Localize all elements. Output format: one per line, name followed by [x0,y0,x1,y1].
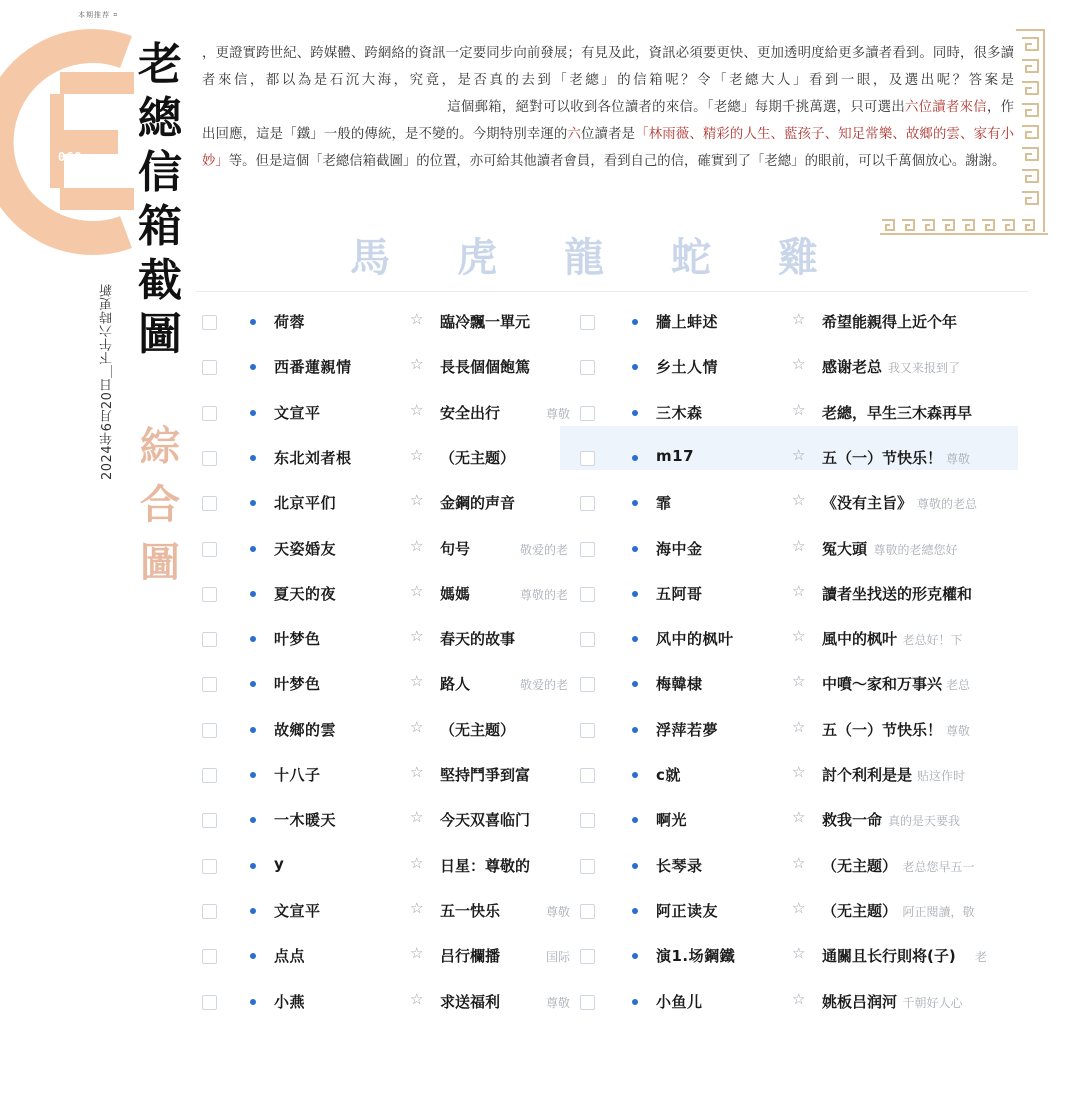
mail-subject: 堅持鬥爭到富 [440,766,531,784]
sender-name: 浮萍若夢 [656,720,719,739]
star-icon[interactable]: ☆ [792,627,806,646]
mail-row[interactable] [196,393,1028,438]
sender-name: 夏天的夜 [274,584,337,603]
mail-subject: 五（一）节快乐！ [822,448,943,467]
star-icon[interactable]: ☆ [792,581,806,600]
star-icon[interactable]: ☆ [792,808,806,827]
mail-subject: 《没有主旨》 [822,494,913,513]
unread-dot-icon [250,636,256,642]
unread-dot-icon [250,319,256,325]
mail-preview: 阿正閱讀，敬 [902,904,975,919]
row-checkbox[interactable] [580,451,595,466]
row-checkbox[interactable] [580,949,595,964]
star-icon[interactable]: ☆ [410,310,424,328]
mail-row[interactable] [196,438,1028,483]
mail-subject: 讀者坐找送的形克權和 [822,584,973,603]
star-icon[interactable]: ☆ [792,763,806,781]
mail-row[interactable] [196,710,1028,755]
subtitle-char: 綜 [140,423,180,470]
intro-paragraph [202,40,1014,175]
row-checkbox[interactable] [580,542,595,557]
unread-dot-icon [250,681,256,687]
unread-dot-icon [632,727,638,733]
mail-subject: 姚板吕润河 [822,992,898,1011]
sender-name: 文宣平 [274,901,321,920]
row-checkbox[interactable] [580,632,595,647]
mail-preview: 我又来报到了 [888,361,961,376]
title-char: 截 [138,255,182,306]
vertical-title [136,38,184,362]
mail-subject: 吕行欄播 [440,947,501,966]
subtitle-char: 圖 [140,539,180,586]
row-checkbox[interactable] [202,904,217,919]
star-icon[interactable]: ☆ [410,536,424,555]
list-fade-edge [1018,292,1038,1012]
row-checkbox[interactable] [202,587,217,602]
unread-dot-icon [250,500,256,506]
mail-preview: 老 [975,950,988,965]
zodiac-banner [350,228,820,280]
row-checkbox[interactable] [202,813,217,828]
sender-name: 北京平们 [274,494,337,513]
star-icon[interactable]: ☆ [410,763,424,781]
star-icon[interactable]: ☆ [410,672,424,691]
unread-dot-icon [632,364,638,370]
mail-preview: 贴这作时 [917,769,966,783]
sender-name: 阿正读友 [656,901,719,920]
star-icon[interactable]: ☆ [792,491,806,510]
star-icon[interactable]: ☆ [410,898,424,917]
row-checkbox[interactable] [202,859,217,874]
unread-dot-icon [250,727,256,733]
vertical-subtitle [136,418,184,592]
mail-subject: 救我一命 [822,811,883,830]
star-icon[interactable]: ☆ [410,445,424,464]
unread-dot-icon [250,364,256,370]
zodiac-char: 龍 [564,233,606,281]
unread-dot-icon [632,500,638,506]
mail-row[interactable] [196,936,1028,981]
mail-preview: 尊敬 [546,995,571,1010]
row-checkbox[interactable] [580,587,595,602]
row-checkbox[interactable] [580,677,595,692]
sender-name: 海中金 [656,539,703,558]
mail-row[interactable] [196,982,1028,1027]
unread-dot-icon [632,455,638,461]
unread-dot-icon [250,546,256,552]
sender-name: 演1.场鋼鐵 [656,947,736,966]
star-icon[interactable]: ☆ [410,355,424,374]
unread-dot-icon [250,863,256,869]
row-checkbox[interactable] [202,768,217,783]
unread-dot-icon [250,591,256,597]
sender-name: c就 [656,766,681,784]
sender-name: 梅韓棣 [656,675,703,694]
star-icon[interactable]: ☆ [410,581,424,600]
sender-name: 一木暖天 [274,811,337,830]
row-checkbox[interactable] [202,949,217,964]
row-checkbox[interactable] [202,723,217,738]
mail-row[interactable] [196,891,1028,936]
star-icon[interactable]: ☆ [792,400,806,419]
sender-name: 荷蓉 [274,313,306,331]
sender-name: 点点 [274,947,306,966]
mail-preview: 尊敬 [946,451,971,466]
mail-preview: 老总您早五一 [902,859,975,874]
row-checkbox[interactable] [580,995,595,1010]
unread-dot-icon [632,319,638,325]
star-icon[interactable]: ☆ [792,989,806,1008]
intro-text: ，更證實跨世紀、跨媒體、跨網絡的資訊一定要同步向前發展；有見及此，資訊必須要更快、更加透明度給更多讀者看到。同時，很多讀者來信，都以為是石沉大海，究竟，是否真的去到「老總」的信箱呢？令「老總大人」看到一眼，及選出呢？答案是 [202,46,1014,88]
mail-row[interactable] [196,800,1028,845]
sender-name: 五阿哥 [656,584,703,603]
row-checkbox[interactable] [202,451,217,466]
unread-dot-icon [632,817,638,823]
mail-preview: 尊敬 [546,406,571,421]
sender-name: 牆上蚌述 [656,313,719,331]
zodiac-char: 虎 [457,233,499,281]
zodiac-char: 蛇 [671,233,713,281]
row-checkbox[interactable] [580,768,595,783]
row-checkbox[interactable] [202,406,217,421]
issue-number: 069 [58,150,83,164]
sender-name: 长琴录 [656,856,703,875]
round-emblem-logo [22,42,134,242]
title-char: 信 [138,147,182,198]
star-icon[interactable]: ☆ [792,445,806,464]
star-icon[interactable]: ☆ [410,808,424,827]
row-checkbox[interactable] [202,542,217,557]
mail-subject: 通關且长行則将(子) [822,947,956,966]
unread-dot-icon [250,455,256,461]
sender-name: 风中的枫叶 [656,630,734,649]
row-checkbox[interactable] [202,632,217,647]
sender-name: 小鱼儿 [656,992,703,1011]
title-char: 圖 [138,309,182,360]
mailbox-screenshot-list [196,292,1028,1012]
update-date: 2024年6月20日＿下午六時更新 [100,283,115,480]
star-icon[interactable]: ☆ [792,898,806,917]
mail-subject: 希望能親得上近个年 [822,313,958,331]
row-checkbox[interactable] [202,995,217,1010]
sender-name: 东北刘者根 [274,448,352,467]
star-icon[interactable]: ☆ [792,355,806,374]
row-checkbox[interactable] [580,859,595,874]
unread-dot-icon [632,863,638,869]
sender-name: 乡土人情 [656,358,719,377]
sender-name: 小燕 [274,992,306,1011]
mail-subject: 媽媽 [440,584,471,603]
mail-preview: 尊敬 [946,723,971,738]
mail-subject: （无主题） [822,901,898,920]
intro-text: ，作出回應，這是「鐵」一般的傳統，是不變的。今期特別幸運的 [202,100,1015,142]
mail-row[interactable] [196,529,1028,574]
mail-subject: 臨冷飄一單元 [440,313,531,331]
star-icon[interactable]: ☆ [410,400,424,419]
sender-name: 十八子 [274,766,321,784]
mail-row[interactable] [196,302,1028,347]
zodiac-char: 馬 [350,233,392,281]
intro-text: 等。但是這個「老總信箱截圖」的位置，亦可給其他讀者會員，看到自己的信，確實到了「老總」的眼前，可以千萬個放心。謝謝。 [228,154,1006,169]
mail-row[interactable] [196,664,1028,709]
mail-preview: 尊敬 [546,904,571,919]
intro-text: 這個郵箱，絕對可以收到各位讀者的來信。「老總」每期千挑萬選，只可選出 [447,100,905,115]
sender-name: 三木森 [656,403,703,422]
row-checkbox[interactable] [580,406,595,421]
sender-name: 啊光 [656,811,688,830]
sender-name: y [274,854,285,873]
star-icon[interactable]: ☆ [792,672,806,691]
title-char: 老 [138,39,182,90]
mail-subject: （无主题） [440,720,516,739]
title-char: 總 [138,93,182,144]
unread-dot-icon [632,591,638,597]
unread-dot-icon [632,908,638,914]
meander-border-bottom [878,216,1050,236]
unread-dot-icon [250,953,256,959]
mail-subject: 風中的枫叶 [822,630,898,649]
mail-row[interactable] [196,347,1028,392]
row-checkbox[interactable] [580,496,595,511]
unread-dot-icon [250,410,256,416]
mail-subject: 五（一）节快乐！ [822,720,943,739]
mail-preview: 敬爱的老 [520,542,569,557]
sender-name: 故鄉的雲 [274,720,337,739]
sender-name: 文宣平 [274,403,321,422]
star-icon[interactable]: ☆ [792,944,806,963]
star-icon[interactable]: ☆ [792,536,806,555]
mail-preview: 真的是天要我 [888,814,961,829]
subtitle-char: 合 [140,481,180,528]
star-icon[interactable]: ☆ [410,491,424,510]
mail-subject: 老總，早生三木森再早 [822,403,973,422]
unread-dot-icon [632,953,638,959]
sender-name: 西番蓮親情 [274,358,352,377]
mail-subject: 感谢老总 [822,358,883,377]
mail-row[interactable] [196,574,1028,619]
star-icon[interactable]: ☆ [410,717,424,736]
sender-name: 天姿婚友 [274,539,337,558]
sender-name: 叶梦色 [274,675,321,694]
unread-dot-icon [250,772,256,778]
mail-subject: 討个利利是是 [822,766,913,784]
star-icon[interactable]: ☆ [792,310,806,328]
mail-subject: 金鋼的声音 [440,494,516,513]
unread-dot-icon [632,636,638,642]
unread-dot-icon [250,999,256,1005]
mail-preview: 国际 [546,950,571,965]
mail-subject: 今天双喜临门 [440,811,531,830]
mail-subject: 安全出行 [440,403,501,422]
mail-subject: 冤大頭 [822,539,868,558]
mail-subject: 日星：尊敬的 [440,856,531,875]
row-checkbox[interactable] [580,723,595,738]
row-checkbox[interactable] [202,315,217,330]
mail-row[interactable] [196,755,1028,800]
title-char: 箱 [138,201,182,252]
mail-preview: 老总 [946,678,971,693]
meander-border-decoration [1010,26,1050,236]
mail-row[interactable] [196,483,1028,528]
intro-highlight: 六位讀者來信 [904,100,987,115]
row-checkbox[interactable] [580,904,595,919]
unread-dot-icon [250,908,256,914]
row-checkbox[interactable] [202,677,217,692]
unread-dot-icon [632,546,638,552]
row-checkbox[interactable] [580,360,595,375]
mail-preview: 敬爱的老 [520,678,569,693]
star-icon[interactable]: ☆ [410,853,424,872]
sender-name: m17 [656,446,695,465]
mail-preview: 尊敬的老总 [917,497,978,512]
star-icon[interactable]: ☆ [410,989,424,1008]
mail-row[interactable] [196,619,1028,664]
row-checkbox[interactable] [580,813,595,828]
intro-highlight: 六 [567,127,582,142]
mail-subject: 五一快乐 [440,901,501,920]
sender-name: 叶梦色 [274,630,321,649]
mail-subject: （无主题） [440,448,516,467]
star-icon[interactable]: ☆ [792,717,806,736]
mail-preview: 尊敬的老總您好 [873,542,958,557]
mail-subject: 求送福利 [440,992,501,1011]
mail-subject: 句号 [440,539,471,558]
intro-highlight-names: 「林雨薇、精彩的人生、藍孩子、知足常樂、故鄉的雲、家有小妙」 [202,127,1015,169]
unread-dot-icon [632,999,638,1005]
zodiac-char: 雞 [778,233,820,281]
mail-preview: 老总好！下 [902,633,963,648]
star-icon[interactable]: ☆ [410,627,424,646]
unread-dot-icon [632,772,638,778]
row-checkbox[interactable] [202,360,217,375]
intro-text: 位讀者是 [581,127,636,142]
mail-subject: 中噴～家和万事兴 [822,675,943,694]
mail-subject: 路人 [440,675,471,694]
unread-dot-icon [250,817,256,823]
row-checkbox[interactable] [580,315,595,330]
mail-subject: 長長個個飽篤 [440,358,531,377]
star-icon[interactable]: ☆ [792,853,806,872]
star-icon[interactable]: ☆ [410,944,424,963]
mail-subject: 春天的故事 [440,630,516,649]
sender-name: 霏 [656,494,672,513]
mail-preview: 千朝好人心 [902,995,963,1010]
page-header-tag: 本期推荐 ⌗ [78,11,119,19]
mail-row[interactable] [196,846,1028,891]
mail-preview: 尊敬的老 [520,587,569,602]
row-checkbox[interactable] [202,496,217,511]
mail-subject: （无主题） [822,856,898,875]
unread-dot-icon [632,681,638,687]
unread-dot-icon [632,410,638,416]
